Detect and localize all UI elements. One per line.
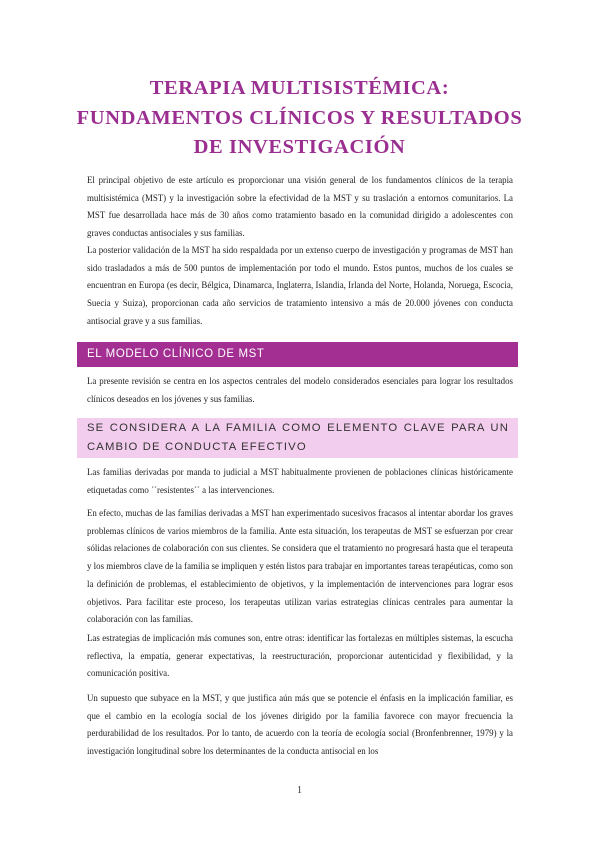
title-line-3: DE INVESTIGACIÓN — [193, 136, 406, 158]
section2-paragraph-3: Las estrategias de implicación más comunes son, entre otras: identificar las fortalezas en múltiples sistemas, la escucha reflectiva, la empatía, generar expectativas, la reestructuración, proporcionar autenticidad y flexibilidad, y la comunicación positiva. — [87, 633, 513, 679]
page-number: 1 — [297, 785, 302, 796]
intro-paragraph-2: La posterior validación de la MST ha sido respaldada por un extenso cuerpo de investigación y programas de MST han sido trasladados a más de 500 puntos de implementación por todo el mundo. Estos puntos, muchos de los cuales se encuentran en Europa (es decir, Bélgica, Dinamarca, Inglaterra, Islandia, Irlanda del Norte, Holanda, Noruega, Escocia, Suecia y Suiza), proporcionan cada año servicios de tratamiento intensivo a más de 20.000 jóvenes con conducta antisocial grave y a sus familias. — [87, 245, 513, 326]
title-line-2: FUNDAMENTOS CLÍNICOS Y RESULTADOS — [76, 106, 523, 129]
section2-paragraph-1: Las familias derivadas por manda to judicial a MST habitualmente provienen de poblaciones clínicas históricamente etiquetadas como ´´resistentes´´ a las intervenciones. — [87, 467, 513, 495]
section-heading-family-key-element: SE CONSIDERA A LA FAMILIA COMO ELEMENTO CLAVE PARA UN CAMBIO DE CONDUCTA EFECTIVO — [77, 418, 518, 458]
section2-paragraph-2: En efecto, muchas de las familias derivadas a MST han experimentado sucesivos fracasos al intentar abordar los graves problemas clínicos de varios miembros de la familia. Ante esta situación, los terapeutas de MST se esfuerzan por crear sólidas relaciones de colaboración con sus clientes. Se considera que el tratamiento no progresará hasta que el terapeuta y los miembros clave de la familia se impliquen y estén listos para trabajar en importantes tareas terapéuticas, como son la definición de problemas, el establecimiento de objetivos, y la implementación de intervenciones para lograr esos objetivos. Para facilitar este proceso, los terapeutas utilizan varias estrategias clínicas centrales para aumentar la colaboración con las familias. — [87, 508, 513, 625]
title-line-1: TERAPIA MULTISISTÉMICA: — [149, 77, 450, 99]
intro-paragraph-1: El principal objetivo de este artículo es proporcionar una visión general de los fundamentos clínicos de la terapia multisistémica (MST) y la investigación sobre la efectividad de la MST y su traslación a entornos comunitarios. La MST fue desarrollada hace más de 30 años como tratamiento basado en la comunidad dirigido a adolescentes con graves conductas antisociales y sus familias. — [87, 175, 513, 239]
section1-paragraph-1: La presente revisión se centra en los aspectos centrales del modelo considerados esenciales para lograr los resultados clínicos deseados en los jóvenes y sus familias. — [87, 376, 513, 404]
document-title — [60, 74, 539, 163]
section-heading-clinical-model: EL MODELO CLÍNICO DE MST — [77, 342, 518, 367]
section2-paragraph-4: Un supuesto que subyace en la MST, y que justifica aún más que se potencie el énfasis en la implicación familiar, es que el cambio en la ecología social de los jóvenes dirigido por la familia favorece con mayor frecuencia la perdurabilidad de los resultados. Por lo tanto, de acuerdo con la teoría de ecología social (Bronfenbrenner, 1979) y la investigación longitudinal sobre los determinantes de la conducta antisocial en los — [87, 693, 513, 757]
